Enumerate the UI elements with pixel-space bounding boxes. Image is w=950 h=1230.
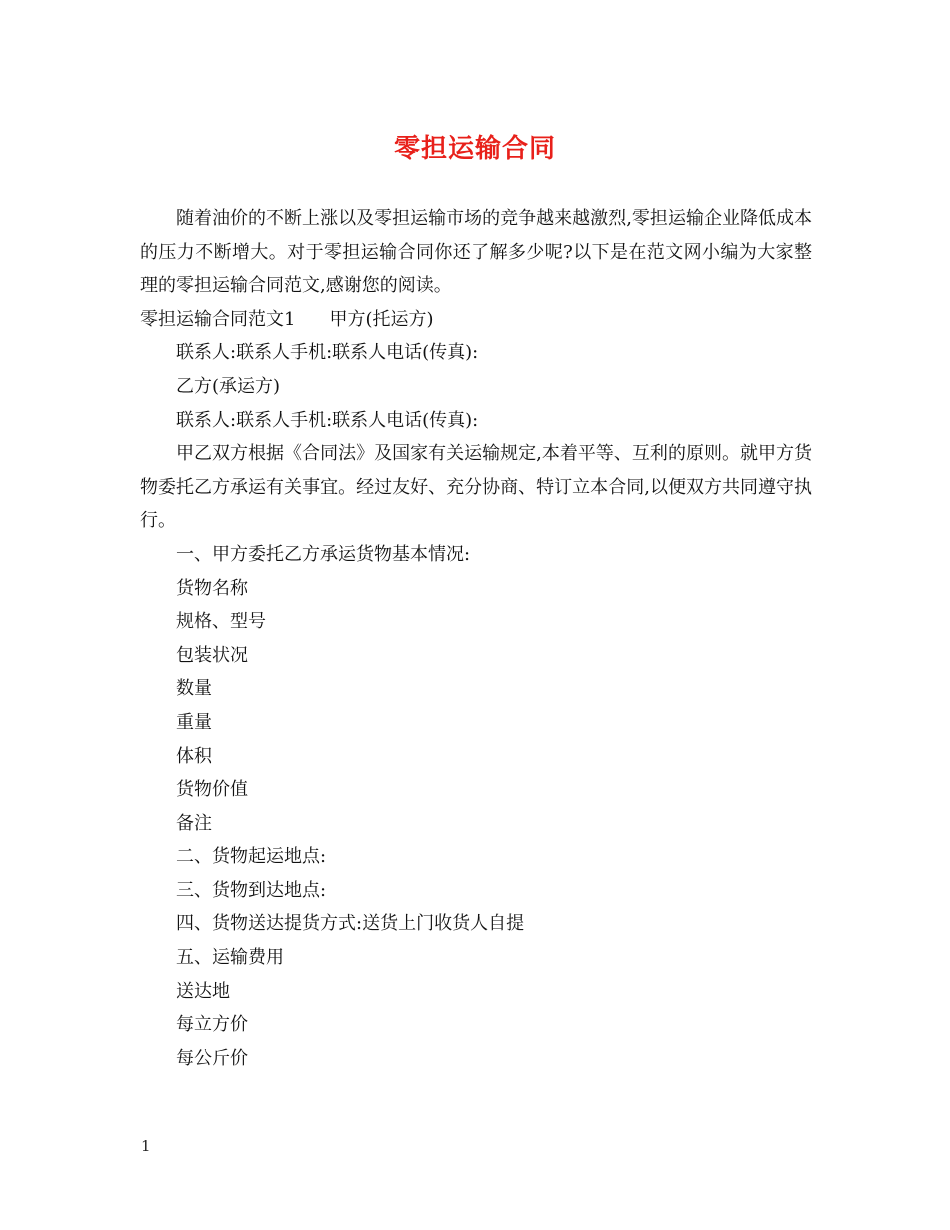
goods-field: 货物价值 <box>176 779 248 801</box>
page-number: 1 <box>141 1137 151 1155</box>
document-title: 零担运输合同 <box>393 134 556 164</box>
section-1-heading: 一、甲方委托乙方承运货物基本情况: <box>176 543 471 565</box>
goods-field: 数量 <box>176 678 212 700</box>
sample-heading-line <box>140 303 812 337</box>
preamble-paragraph: 甲乙双方根据《合同法》及国家有关运输规定,本着平等、互利的原则。就甲方货物委托乙方承运有关事宜。经过友好、充分协商、特订立本合同,以便双方共同遵守执行。 <box>140 443 812 532</box>
goods-field: 货物名称 <box>176 577 248 599</box>
goods-field: 重量 <box>176 711 212 733</box>
section-2-heading: 二、货物起运地点: <box>176 846 327 868</box>
goods-field: 规格、型号 <box>176 611 266 633</box>
sample-heading: 零担运输合同范文1 <box>140 308 296 330</box>
goods-field: 体积 <box>176 745 212 767</box>
party-a-contact: 联系人:联系人手机:联系人电话(传真): <box>176 342 479 364</box>
intro-paragraph: 随着油价的不断上涨以及零担运输市场的竞争越来越激烈,零担运输企业降低成本的压力不断增大。对于零担运输合同你还了解多少呢?以下是在范文网小编为大家整理的零担运输合同范文,感谢您的阅读。 <box>140 208 812 297</box>
document-body <box>140 202 812 1075</box>
party-b-label: 乙方(承运方) <box>176 375 281 397</box>
fee-field: 送达地 <box>176 980 230 1002</box>
section-3-heading: 三、货物到达地点: <box>176 879 327 901</box>
party-b-contact: 联系人:联系人手机:联系人电话(传真): <box>176 409 479 431</box>
fee-field: 每立方价 <box>176 1014 248 1036</box>
section-5-heading: 五、运输费用 <box>176 947 284 969</box>
section-4-heading: 四、货物送达提货方式:送货上门收货人自提 <box>176 913 525 935</box>
goods-field: 包装状况 <box>176 644 248 666</box>
goods-field: 备注 <box>176 812 212 834</box>
fee-field: 每公斤价 <box>176 1047 248 1069</box>
party-a-label: 甲方(托运方) <box>329 308 434 330</box>
